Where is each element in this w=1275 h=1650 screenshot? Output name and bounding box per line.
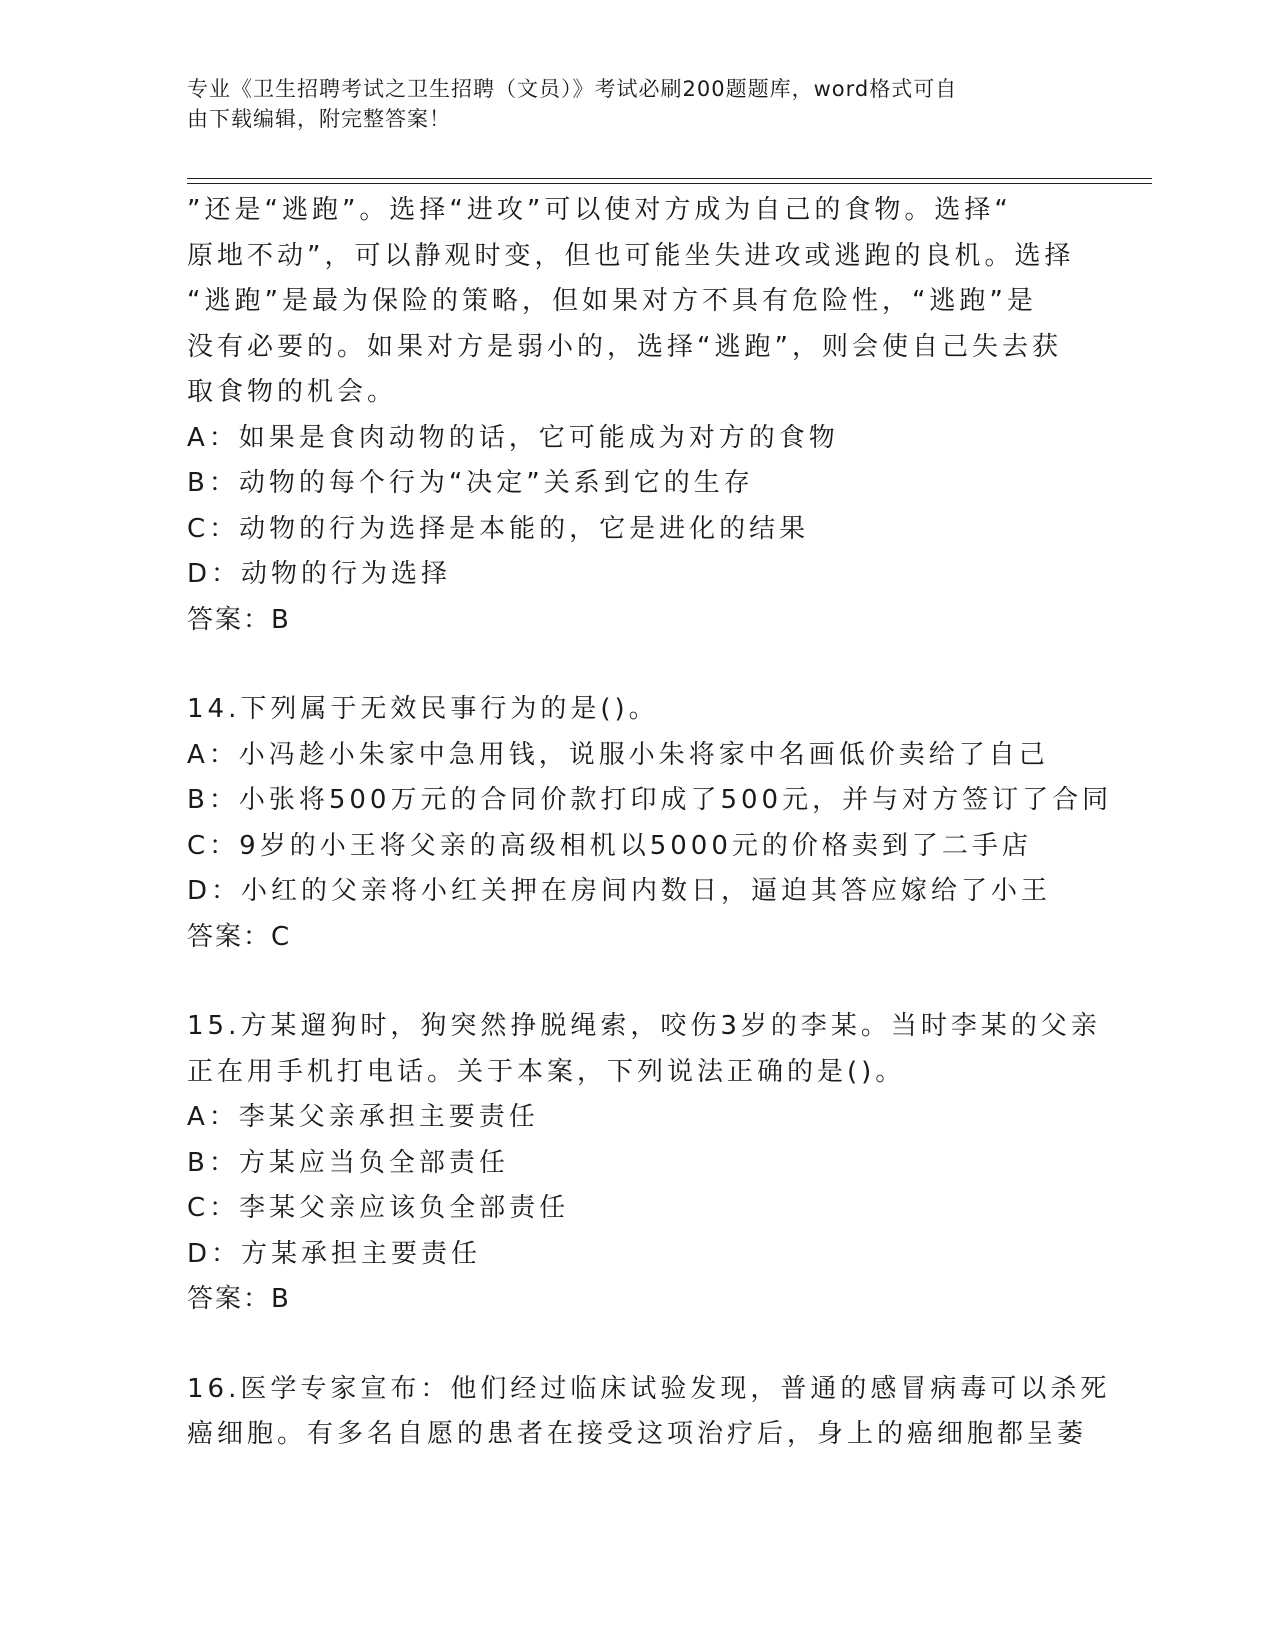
option-a: A：小冯趁小朱家中急用钱，说服小朱将家中名画低价卖给了自己: [187, 739, 1049, 770]
answer: 答案：B: [187, 1284, 291, 1314]
option-a: A：李某父亲承担主要责任: [187, 1102, 539, 1132]
spacer: [187, 1323, 1067, 1367]
option-c: C：9岁的小王将父亲的高级相机以5000元的价格卖到了二手店: [187, 830, 1032, 861]
question-text: ”还是“逃跑”。选择“进攻”可以使对方成为自己的食物。选择“: [187, 195, 1012, 225]
document-body: [187, 188, 1113, 1458]
question-text: 15.方某遛狗时，狗突然挣脱绳索，咬伤3岁的李某。当时李某的父亲: [187, 1011, 1101, 1041]
header-line: 专业《卫生招聘考试之卫生招聘（文员）》考试必刷200题题库，word格式可自: [187, 77, 958, 101]
option-a: A：如果是食肉动物的话，它可能成为对方的食物: [187, 422, 839, 453]
question-block: [187, 1367, 1111, 1458]
header-divider: [187, 178, 1152, 179]
answer: 答案：C: [187, 921, 292, 952]
option-d: D：小红的父亲将小红关押在房间内数日，逼迫其答应嫁给了小王: [187, 876, 1052, 906]
option-c: C：李某父亲应该负全部责任: [187, 1193, 570, 1223]
question-text: “逃跑”是最为保险的策略，但如果对方不具有危险性，“逃跑”是: [187, 286, 1037, 316]
question-text: 14.下列属于无效民事行为的是()。: [187, 694, 659, 724]
answer: 答案：B: [187, 604, 291, 635]
spacer: [187, 960, 1067, 1004]
option-b: B：方某应当负全部责任: [187, 1147, 509, 1178]
option-d: D：方某承担主要责任: [187, 1238, 482, 1269]
option-c: C：动物的行为选择是本能的，它是进化的结果: [187, 513, 810, 544]
header-line: 由下载编辑，附完整答案！: [187, 107, 451, 131]
spacer: [187, 643, 1067, 687]
question-text: 正在用手机打电话。关于本案，下列说法正确的是()。: [187, 1056, 906, 1087]
question-block: [187, 1004, 1101, 1323]
option-b: B：动物的每个行为“决定”关系到它的生存: [187, 468, 754, 498]
header-divider: [187, 183, 1152, 184]
option-b: B：小张将500万元的合同价款打印成了500元，并与对方签订了合同: [187, 785, 1113, 815]
question-text: 16.医学专家宣布：他们经过临床试验发现，普通的感冒病毒可以杀死: [187, 1373, 1111, 1404]
question-text: 没有必要的。如果对方是弱小的，选择“逃跑”，则会使自己失去获: [187, 331, 1062, 362]
question-text: 取食物的机会。: [187, 377, 398, 407]
question-text: 原地不动”，可以静观时变，但也可能坐失进攻或逃跑的良机。选择: [187, 240, 1075, 271]
question-block: [187, 188, 1075, 643]
option-d: D：动物的行为选择: [187, 559, 452, 589]
question-block: [187, 687, 1113, 960]
question-text: 癌细胞。有多名自愿的患者在接受这项治疗后，身上的癌细胞都呈萎: [187, 1419, 1088, 1449]
document-header: [187, 74, 1067, 134]
